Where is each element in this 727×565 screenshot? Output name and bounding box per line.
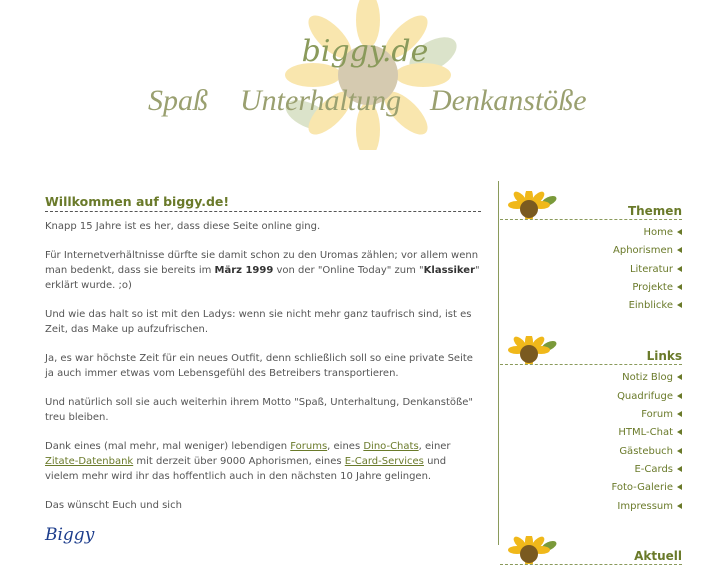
tagline-denkanstoesse: Denkanstöße xyxy=(430,84,587,117)
menu-item-ecards[interactable] xyxy=(500,461,682,479)
menu-label: E-Cards xyxy=(634,463,673,475)
arrow-left-icon xyxy=(677,302,682,308)
menu-item-forum[interactable] xyxy=(500,406,682,424)
arrow-left-icon xyxy=(677,266,682,272)
menu-label: Literatur xyxy=(629,263,673,275)
menu-item-projekte[interactable] xyxy=(500,279,682,297)
page-title: Willkommen auf biggy.de! xyxy=(45,194,481,212)
text-span: von der "Online Today" zum " xyxy=(273,265,424,276)
menu-label: Einblicke xyxy=(628,300,673,312)
column-divider xyxy=(498,181,499,545)
menu-label: Gästebuch xyxy=(619,445,673,457)
links-menu xyxy=(500,365,682,515)
menu-label: Projekte xyxy=(632,281,673,293)
menu-item-notiz-blog[interactable] xyxy=(500,369,682,387)
menu-label: Quadrifuge xyxy=(617,390,673,402)
forums-link[interactable]: Forums xyxy=(290,441,328,452)
links-header xyxy=(500,326,682,365)
arrow-left-icon xyxy=(677,466,682,472)
tagline-unterhaltung: Unterhaltung xyxy=(240,84,402,117)
site-header xyxy=(0,0,727,175)
zitate-datenbank-link[interactable]: Zitate-Datenbank xyxy=(45,456,134,467)
menu-label: Foto-Galerie xyxy=(611,482,673,494)
arrow-left-icon xyxy=(677,229,682,235)
sunflower-icon xyxy=(505,536,557,564)
sidebar xyxy=(500,181,682,565)
themen-title: Themen xyxy=(627,204,682,218)
date-highlight: März 1999 xyxy=(214,265,274,276)
text-span: Dank eines (mal mehr, mal weniger) lebendigen xyxy=(45,441,291,452)
text-span: , einer xyxy=(418,441,451,452)
menu-label: Forum xyxy=(641,409,673,421)
themen-section xyxy=(500,181,682,315)
text-span: Für Internetverhältnisse dürfte sie damit schon zu den Uromas zählen; vor allem wenn man bedenkt, dass sie bereits im xyxy=(45,250,479,276)
menu-label: Home xyxy=(643,227,673,238)
menu-item-quadrifuge[interactable] xyxy=(500,388,682,406)
sunflower-logo-icon xyxy=(268,0,468,150)
classic-highlight: Klassiker xyxy=(423,265,476,276)
menu-item-gaestebuch[interactable] xyxy=(500,443,682,461)
arrow-left-icon xyxy=(677,503,682,509)
menu-label: HTML-Chat xyxy=(618,427,673,439)
arrow-left-icon xyxy=(677,247,682,253)
aktuell-section xyxy=(500,526,682,565)
dino-chats-link[interactable]: Dino-Chats xyxy=(363,441,419,452)
menu-label: Aphorismen xyxy=(613,245,673,257)
text-span: und vielem mehr wird ihr das hoffentlich auch in den nächsten 10 Jahre gelingen. xyxy=(45,456,447,482)
links-section xyxy=(500,326,682,515)
links-title: Links xyxy=(646,349,682,364)
motto-paragraph: Und natürlich soll sie auch weiterhin ihrem Motto "Spaß, Unterhaltung, Denkanstöße" treu bleiben. xyxy=(45,397,474,423)
sunflower-icon xyxy=(505,336,557,364)
menu-label: Notiz Blog xyxy=(622,372,673,384)
text-span: " erklärt wurde. ;o) xyxy=(45,265,480,291)
menu-item-einblicke[interactable] xyxy=(500,297,682,315)
menu-item-home[interactable] xyxy=(500,224,682,242)
themen-menu xyxy=(500,220,682,315)
themen-header xyxy=(500,181,682,220)
menu-item-aphorismen[interactable] xyxy=(500,242,682,260)
arrow-left-icon xyxy=(677,448,682,454)
aktuell-title: Aktuell xyxy=(634,548,682,563)
ladies-paragraph: Und wie das halt so ist mit den Ladys: wenn sie nicht mehr ganz taufrisch sind, ist es Zeit, das Make up aufzufrischen. xyxy=(45,309,472,335)
signature: Biggy xyxy=(45,525,95,545)
arrow-left-icon xyxy=(677,429,682,435)
arrow-left-icon xyxy=(677,284,682,290)
site-logo[interactable]: biggy.de xyxy=(301,34,429,69)
history-paragraph xyxy=(45,248,481,293)
intro-paragraph: Knapp 15 Jahre ist es her, dass diese Seite online ging. xyxy=(45,221,321,232)
menu-label: Impressum xyxy=(617,500,673,512)
arrow-left-icon xyxy=(677,374,682,380)
closing-paragraph: Das wünscht Euch und sich xyxy=(45,500,182,511)
sunflower-icon xyxy=(505,191,557,219)
arrow-left-icon xyxy=(677,484,682,490)
text-span: , eines xyxy=(327,441,364,452)
menu-item-literatur[interactable] xyxy=(500,261,682,279)
ecard-services-link[interactable]: E-Card-Services xyxy=(344,456,424,467)
outfit-paragraph: Ja, es war höchste Zeit für ein neues Outfit, denn schließlich soll so eine private Seite ja auch immer etwas vom Lebensgefühl des Betreibers transportieren. xyxy=(45,353,473,379)
arrow-left-icon xyxy=(677,411,682,417)
menu-item-foto-galerie[interactable] xyxy=(500,479,682,497)
menu-item-impressum[interactable] xyxy=(500,498,682,516)
arrow-left-icon xyxy=(677,393,682,399)
aktuell-header xyxy=(500,526,682,565)
main-content xyxy=(45,194,481,545)
tagline-spass: Spaß xyxy=(148,84,208,117)
menu-item-html-chat[interactable] xyxy=(500,424,682,442)
features-paragraph xyxy=(45,439,481,484)
text-span: mit derzeit über 9000 Aphorismen, eines xyxy=(133,456,345,467)
